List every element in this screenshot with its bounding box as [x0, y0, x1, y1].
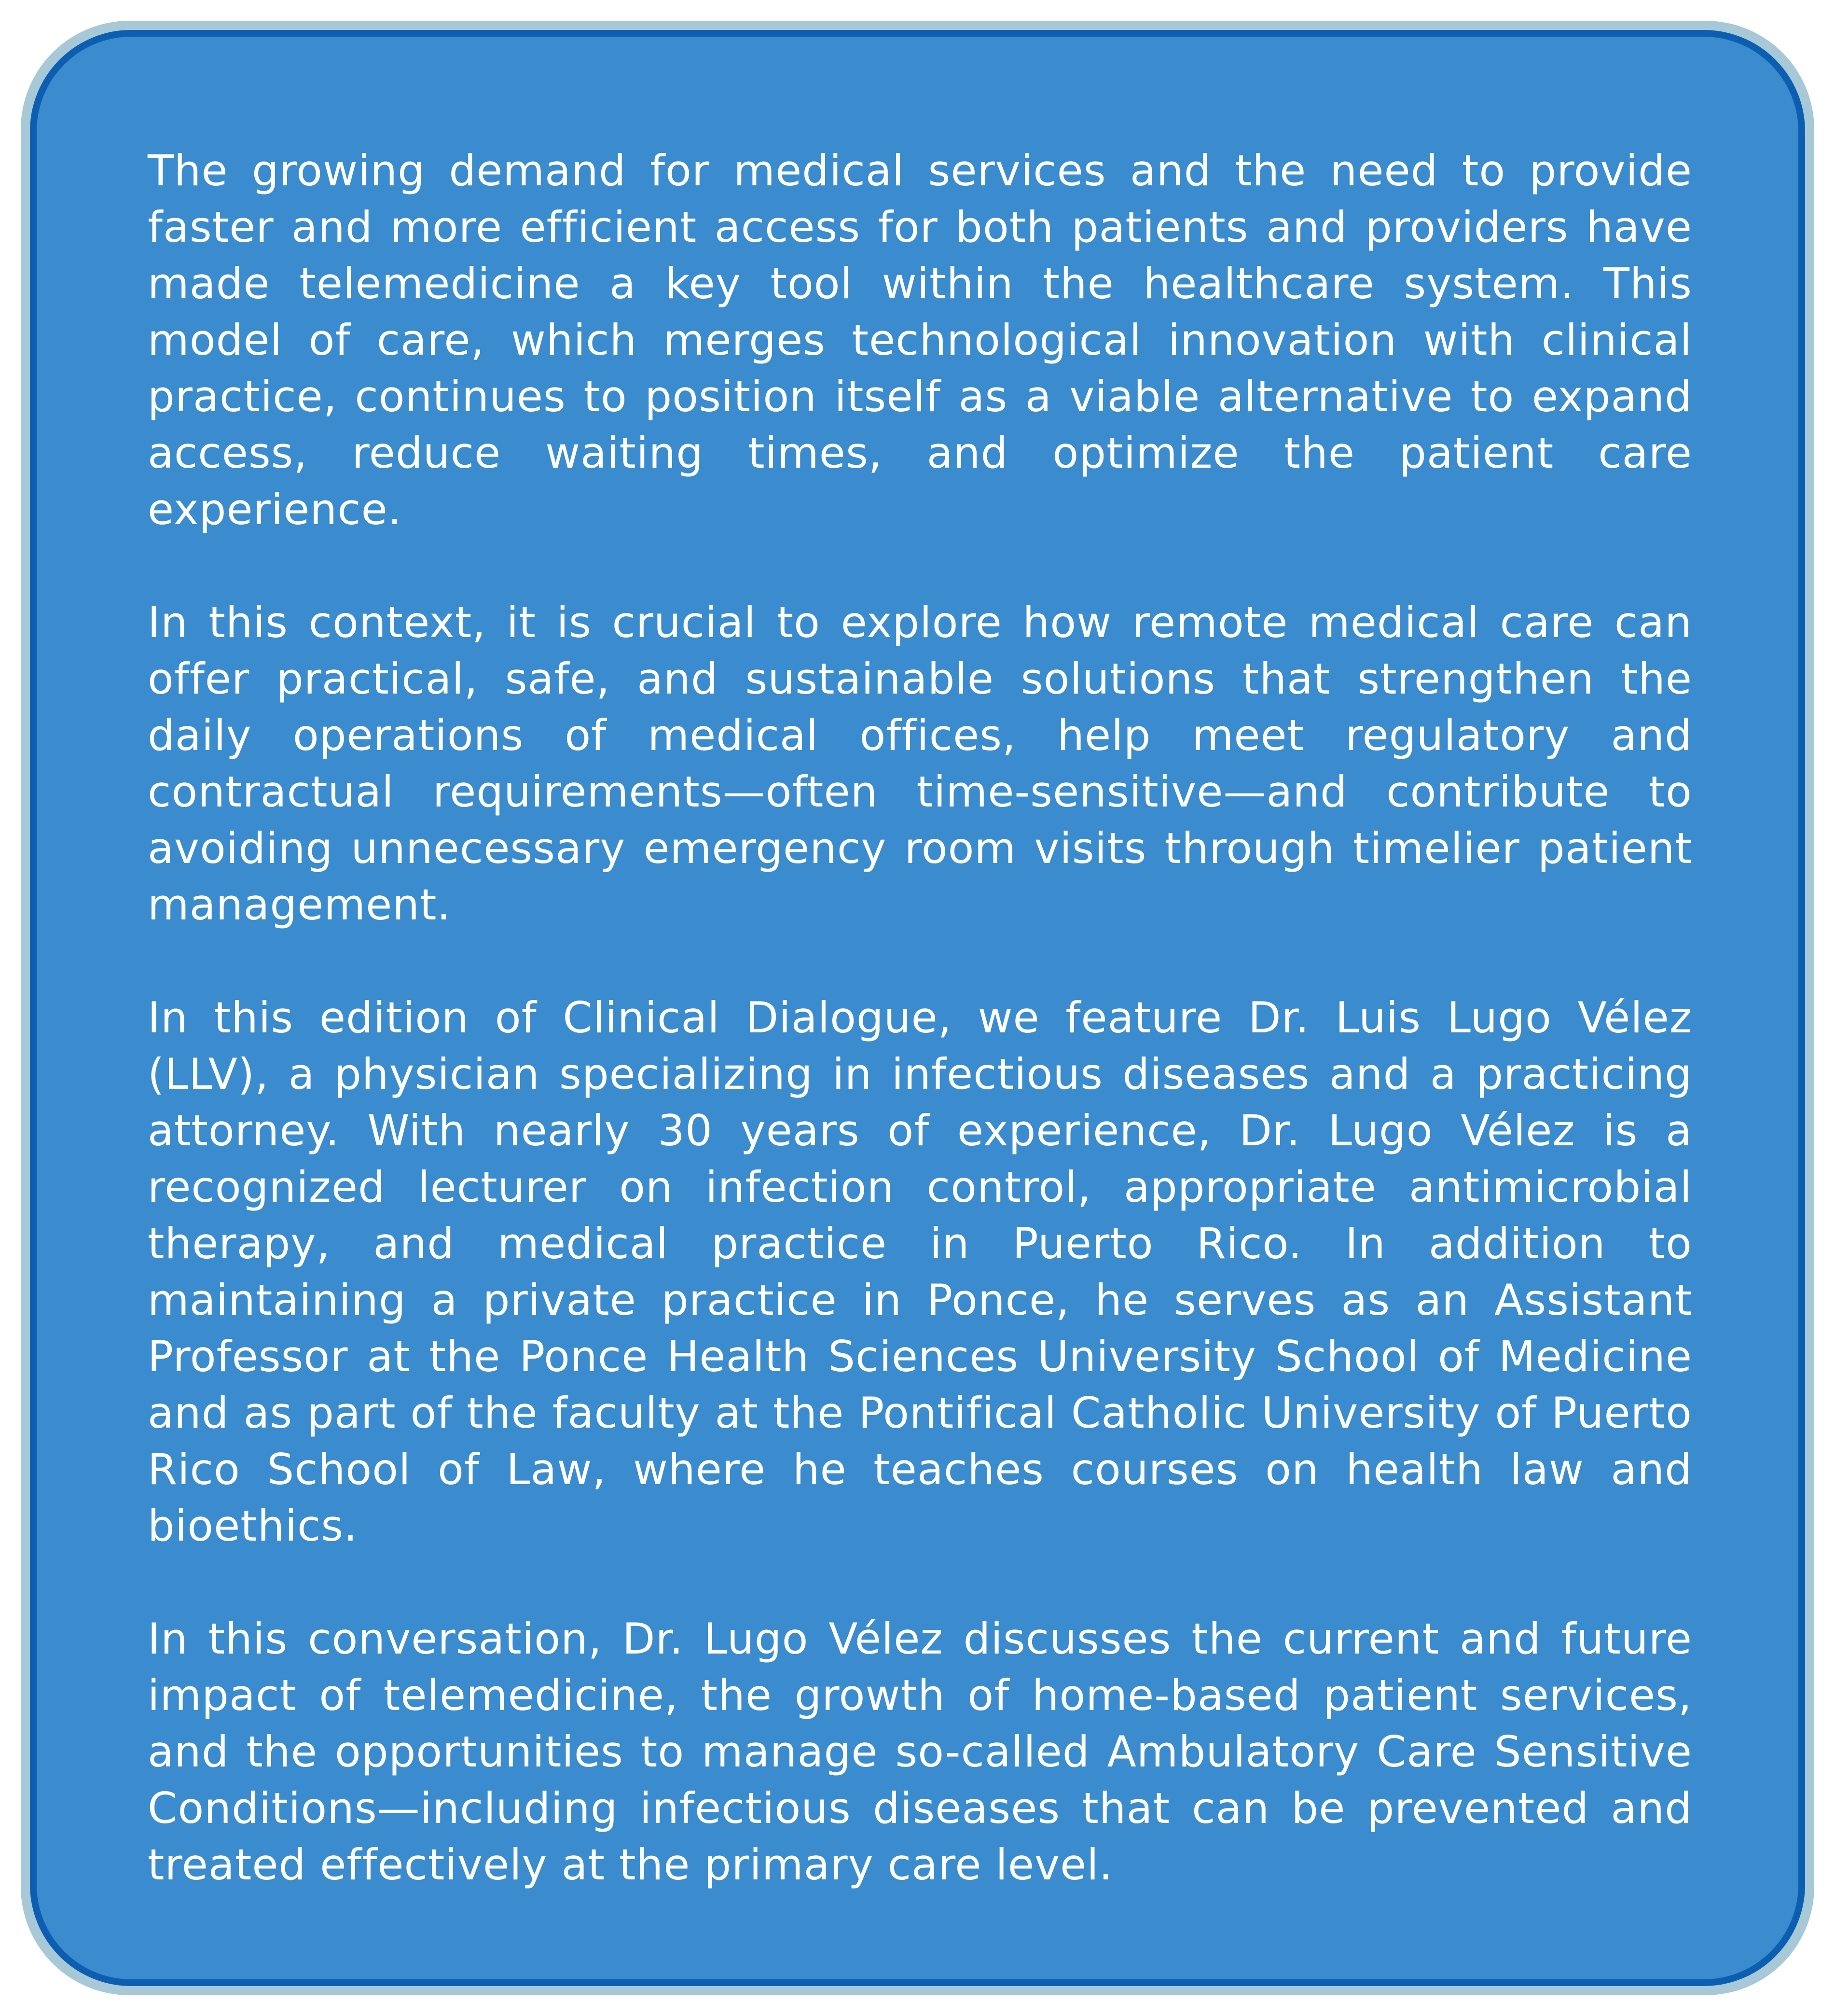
info-card	[30, 30, 1805, 1986]
paragraph-intro: The growing demand for medical services and the need to provide faster and more efficient access for both patients and providers have made telemedicine a key tool within the healthcare system. This model of care, which merges technological innovation with clinical practice, continues to position itself as a viable alternative to expand access, reduce waiting times, and optimize the patient care experience.	[148, 146, 1692, 534]
paragraph-featured-guest: In this edition of Clinical Dialogue, we feature Dr. Luis Lugo Vélez (LLV), a physician specializing in infectious diseases and a practicing attorney. With nearly 30 years of experience, Dr. Lugo Vélez is a recognized lecturer on infection control, appropriate antimicrobial therapy, and medical practice in Puerto Rico. In addition to maintaining a private practice in Ponce, he serves as an Assistant Professor at the Ponce Health Sciences University School of Medicine and as part of the faculty at the Pontifical Catholic University of Puerto Rico School of Law, where he teaches courses on health law and bioethics.	[148, 993, 1692, 1551]
paragraph-conversation: In this conversation, Dr. Lugo Vélez discusses the current and future impact of telemedicine, the growth of home-based patient services, and the opportunities to manage so-called Ambulatory Care Sensitive Conditions—including infectious diseases that can be prevented and treated effectively at the primary care level.	[148, 1614, 1692, 1890]
outer-frame	[21, 21, 1814, 1995]
paragraph-context: In this context, it is crucial to explore how remote medical care can offer practical, safe, and sustainable solutions that strengthen the daily operations of medical offices, help meet regulatory and contractual requirements—often time-sensitive—and contribute to avoiding unnecessary emergency room visits through timelier patient management.	[148, 598, 1692, 930]
